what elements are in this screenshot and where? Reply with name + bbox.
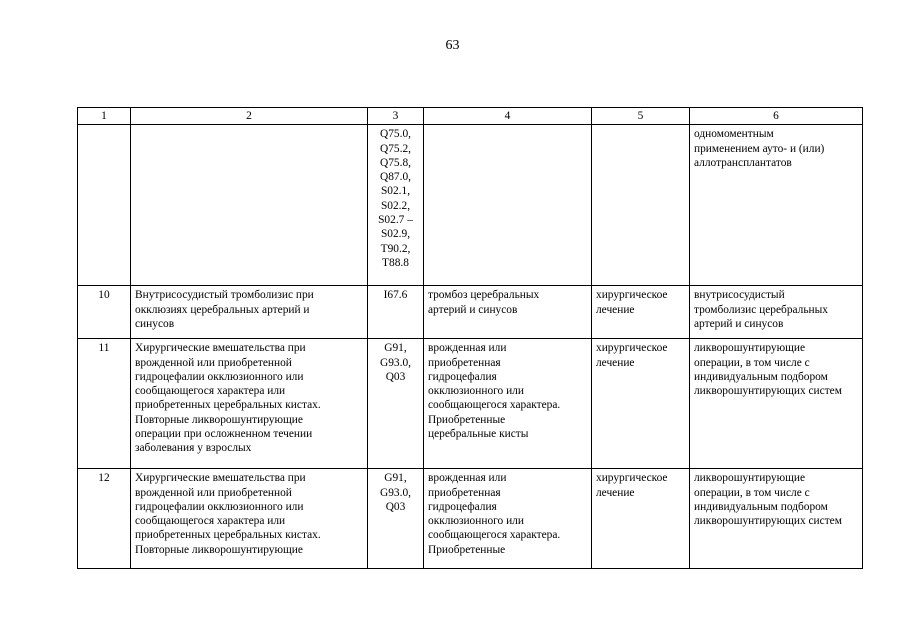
cell-text-line: T90.2, — [380, 242, 411, 255]
cell-text-line: Хирургические вмешательства при — [135, 472, 306, 485]
cell-text-line: окклюзиях церебральных артерий и — [135, 303, 310, 316]
cell-text-line: G93.0, — [379, 356, 411, 369]
cell-icd-codes — [368, 125, 424, 286]
table-body — [78, 108, 863, 569]
cell-text-line: Q87.0, — [379, 171, 411, 184]
cell-text-line: применением ауто- и (или) — [694, 142, 825, 155]
cell-text-line: Приобретенные — [428, 413, 506, 426]
table-row — [78, 286, 863, 339]
cell-text-line: операции, в том числе с — [694, 486, 810, 499]
cell-text-line: сообщающегося характера или — [135, 515, 286, 528]
cell-text-line: одномоментным — [694, 128, 774, 141]
cell-intervention-name — [131, 339, 368, 469]
cell-text-line: S02.7 – — [378, 214, 413, 227]
cell-text-line: сообщающегося характера или — [135, 385, 286, 398]
cell-text-line: гидроцефалии окклюзионного или — [135, 500, 304, 513]
cell-text-line: индивидуальным подбором — [694, 500, 828, 513]
cell-text-line: S02.1, — [380, 185, 411, 198]
column-number: 3 — [368, 108, 424, 125]
cell-text-line: лечение — [596, 356, 635, 369]
cell-text-line: окклюзионного или — [428, 385, 524, 398]
cell-patient-model — [424, 286, 592, 339]
cell-text-line: Внутрисосудистый тромболизис при — [135, 289, 314, 302]
table-row — [78, 339, 863, 469]
cell-text-line: заболевания у взрослых — [135, 442, 252, 455]
cell-text-line: Хирургические вмешательства при — [135, 342, 306, 355]
cell-text-line: Q75.8, — [379, 156, 411, 169]
cell-text-line: Приобретенные — [428, 543, 506, 556]
cell-text-line: ликворошунтирующих систем — [694, 515, 842, 528]
cell-text-line: I67.6 — [383, 289, 408, 302]
column-number-row — [78, 108, 863, 125]
cell-patient-model — [424, 125, 592, 286]
cell-text-line: лечение — [596, 303, 635, 316]
page-number: 63 — [445, 38, 460, 53]
cell-treatment-method — [690, 469, 863, 569]
cell-icd-codes — [368, 469, 424, 569]
cell-row-number: 12 — [78, 469, 131, 569]
cell-text-line: врожденной или приобретенной — [135, 486, 292, 499]
column-number: 6 — [690, 108, 863, 125]
cell-text-line: Q03 — [385, 370, 406, 383]
cell-text-line: гидроцефалии окклюзионного или — [135, 370, 304, 383]
cell-text-line: Q75.2, — [379, 142, 411, 155]
cell-row-number: 10 — [78, 286, 131, 339]
cell-text-line: G91, — [384, 342, 407, 355]
cell-text-line: врожденная или — [428, 342, 507, 355]
cell-treatment-method — [690, 339, 863, 469]
cell-text-line: сообщающегося характера. — [428, 529, 561, 542]
cell-intervention-name — [131, 286, 368, 339]
column-number: 2 — [131, 108, 368, 125]
cell-text-line: хирургическое — [596, 289, 668, 302]
cell-text-line: аллотрансплантатов — [694, 156, 792, 169]
cell-text-line: тромболизис церебральных — [694, 303, 828, 316]
cell-text-line: церебральные кисты — [428, 428, 529, 441]
cell-text-line: приобретенных церебральных кистах. — [135, 399, 321, 412]
cell-text-line: T88.8 — [382, 256, 409, 269]
cell-text-line: окклюзионного или — [428, 515, 524, 528]
cell-text-line: хирургическое — [596, 342, 668, 355]
cell-text-line: тромбоз церебральных — [428, 289, 540, 302]
cell-intervention-name — [131, 125, 368, 286]
cell-text-line: гидроцефалия — [428, 500, 497, 513]
cell-treatment-method — [690, 286, 863, 339]
cell-row-number: 11 — [78, 339, 131, 469]
cell-text-line: Повторные ликворошунтирующие — [135, 413, 303, 426]
cell-row-number — [78, 125, 131, 286]
table-row — [78, 469, 863, 569]
cell-text-line: врожденной или приобретенной — [135, 356, 292, 369]
cell-text-line: артерий и синусов — [428, 303, 518, 316]
cell-text-line: индивидуальным подбором — [694, 370, 828, 383]
cell-text-line: Q03 — [385, 500, 406, 513]
cell-text-line: операции при осложненном течении — [135, 428, 313, 441]
cell-text-line: приобретенных церебральных кистах. — [135, 529, 321, 542]
cell-text-line: приобретенная — [428, 486, 501, 499]
cell-text-line: внутрисосудистый — [694, 289, 785, 302]
cell-text-line: Повторные ликворошунтирующие — [135, 543, 303, 556]
cell-treatment-type — [592, 469, 690, 569]
table-row — [78, 125, 863, 286]
cell-icd-codes — [368, 286, 424, 339]
cell-icd-codes — [368, 339, 424, 469]
cell-treatment-type — [592, 339, 690, 469]
column-number: 5 — [592, 108, 690, 125]
cell-text-line: хирургическое — [596, 472, 668, 485]
cell-text-line: гидроцефалия — [428, 370, 497, 383]
cell-text-line: G93.0, — [379, 486, 411, 499]
cell-text-line: S02.2, — [380, 199, 411, 212]
cell-text-line: лечение — [596, 486, 635, 499]
column-number: 4 — [424, 108, 592, 125]
cell-text-line: приобретенная — [428, 356, 501, 369]
cell-text-line: врожденная или — [428, 472, 507, 485]
cell-text-line: синусов — [135, 317, 175, 330]
cell-intervention-name — [131, 469, 368, 569]
cell-treatment-type — [592, 286, 690, 339]
medical-care-table — [77, 107, 863, 569]
cell-text-line: ликворошунтирующих систем — [694, 385, 842, 398]
column-number: 1 — [78, 108, 131, 125]
cell-treatment-type — [592, 125, 690, 286]
cell-text-line: сообщающегося характера. — [428, 399, 561, 412]
cell-text-line: G91, — [384, 472, 407, 485]
cell-treatment-method — [690, 125, 863, 286]
cell-text-line: операции, в том числе с — [694, 356, 810, 369]
cell-text-line: S02.9, — [380, 228, 411, 241]
cell-text-line: Q75.0, — [379, 128, 411, 141]
cell-patient-model — [424, 339, 592, 469]
cell-text-line: ликворошунтирующие — [694, 472, 806, 485]
cell-patient-model — [424, 469, 592, 569]
cell-text-line: ликворошунтирующие — [694, 342, 806, 355]
cell-text-line: артерий и синусов — [694, 317, 784, 330]
